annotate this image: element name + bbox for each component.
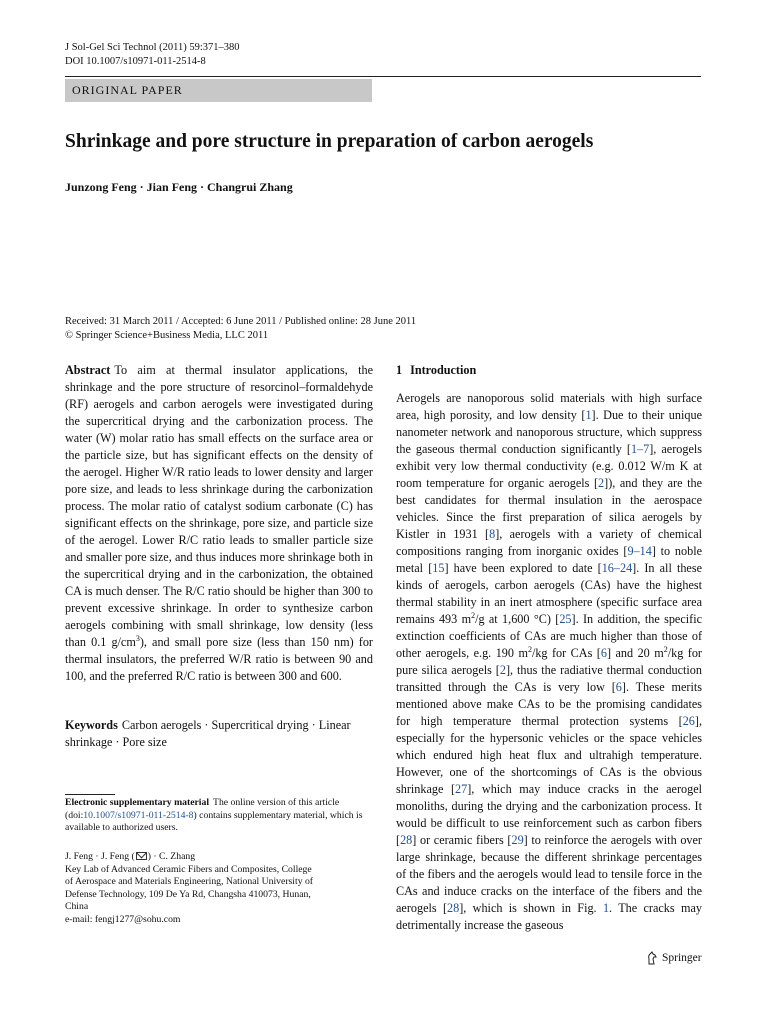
citation-link[interactable]: 1	[585, 408, 592, 422]
envelope-icon	[136, 852, 147, 860]
publisher-name: Springer	[662, 952, 702, 964]
keywords-label: Keywords	[65, 718, 118, 732]
citation-link[interactable]: 15	[432, 561, 445, 575]
intro-text: ], aerogels with a variety of chemical compositions ranging from inorganic oxides [	[396, 527, 702, 558]
affiliation-authors	[65, 851, 373, 864]
history-dates: Received: 31 March 2011 / Accepted: 6 June 2011 / Published online: 28 June 2011	[65, 316, 417, 327]
esm-text-1: The online version of this article (doi:	[65, 797, 340, 821]
abstract-text-1: To aim at thermal insulator applications, the shrinkage and the pore structure of resorcinol–formaldehyde (RF) aerogels and carbon aerogels were investigated during the supercritical drying and the carbonization process. The water (W) molar ratio has small effects on the surface area or the particle size, but has significant effects on the density of the aerogel. Higher W/R ratio leads to lower density and larger pore size, and leads to less shrinkage during the carbonization process. The molar ratio of catalyst sodium carbonate (C) has significant effects on the shrinkage, pore size, and particle size of the aerogel. Lower R/C ratio leads to smaller particle size and smaller pore size, and thus induces more shrinkage both in the supercritical drying and in the carbonization, the obtained CA is much denser. The R/C ratio should be higher than 300 to prevent excessive shrinkage. In order to synthesize carbon aerogels combining with small shrinkage, low density (less than 0.1 g/cm	[65, 363, 373, 649]
citation-link[interactable]: 29	[511, 833, 524, 847]
abstract-text-2: ), and small pore size (less than 150 nm) for thermal insulators, the preferred W/R ratio is between 90 and 100, and the preferred R/C ratio is between 300 and 600.	[65, 635, 373, 683]
affiliation-line-4: China	[65, 901, 89, 912]
introduction-paragraph	[396, 390, 702, 934]
abstract-superscript: 3	[135, 633, 140, 643]
section-heading-introduction	[396, 363, 702, 378]
intro-text: /kg for CAs [	[531, 646, 601, 660]
citation-link[interactable]: 25	[559, 612, 572, 626]
affiliation-authors-post: ) · C. Zhang	[147, 851, 196, 862]
intro-text: ] and 20 m	[606, 646, 664, 660]
affiliation-line-3: Defense Technology, 109 De Ya Rd, Changsha 410073, Hunan,	[65, 888, 311, 900]
intro-superscript: 2	[471, 610, 476, 620]
intro-text: . The cracks may detrimentally increase the gaseous	[396, 901, 702, 932]
citation-link[interactable]: 6	[600, 646, 607, 660]
springer-horse-icon	[646, 951, 658, 965]
supplementary-note	[65, 797, 373, 835]
intro-text: ]), and they are the best candidates for thermal insulation in the aerospace vehicles. Since the first preparation of silica aerogels by Kistler in 1931 [	[396, 476, 702, 541]
intro-text: ], especially for the hypersonic vehicles or the space vehicles which endured high heat flux and ultrahigh temperature. However, one of the shortcomings of CAs is the obvious shrinkage [	[396, 714, 702, 796]
intro-text: ], which may induce cracks in the aerogel monoliths, during the drying and the carbonization process. It would be difficult to use reinforcement such as carbon fibers [	[396, 782, 702, 847]
author-affiliation	[65, 851, 373, 926]
citation-link[interactable]: 2	[598, 476, 605, 490]
citation-link[interactable]: 2	[499, 663, 506, 677]
citation-link[interactable]: 1–7	[630, 442, 650, 456]
paper-title: Shrinkage and pore structure in preparation of carbon aerogels	[65, 131, 594, 152]
citation-link[interactable]: 9–14	[627, 544, 652, 558]
article-type-label: ORIGINAL PAPER	[72, 83, 183, 97]
intro-text: ], thus the radiative thermal conduction transitted through the CAs is very low [	[396, 663, 702, 694]
article-history	[65, 315, 416, 343]
journal-reference: J Sol-Gel Sci Technol (2011) 59:371–380	[65, 42, 240, 53]
author-email: e-mail: fengj1277@sohu.com	[65, 913, 181, 925]
affiliation-line-1: Key Lab of Advanced Ceramic Fibers and Composites, College	[65, 863, 312, 875]
keywords-paragraph	[65, 717, 373, 751]
citation-link[interactable]: 27	[455, 782, 468, 796]
intro-superscript: 2	[663, 644, 668, 654]
section-number: 1	[396, 363, 403, 377]
intro-text: ], aerogels exhibit very low thermal conductivity (e.g. 0.012 W/m K at room temperature for organic aerogels [	[396, 442, 702, 490]
citation-link[interactable]: 6	[615, 680, 622, 694]
publisher-mark	[646, 951, 702, 965]
intro-text: /g at 1,600 °C) [	[475, 612, 560, 626]
intro-superscript: 2	[527, 644, 532, 654]
citation-link[interactable]: 8	[489, 527, 496, 541]
intro-text: ]. These merits mentioned above make CAs to be the promising candidates for high temperature thermal protection systems [	[396, 680, 703, 728]
citation-link[interactable]: 28	[447, 901, 460, 915]
article-type-bar	[65, 79, 372, 102]
affiliation-authors-pre: J. Feng · J. Feng (	[65, 851, 135, 862]
intro-text: ]. In all these kinds of aerogels, carbon aerogels (CAs) have the highest thermal stability in an inert atmosphere (specific surface area remains 493 m	[396, 561, 702, 626]
intro-text: ] have been explored to date [	[444, 561, 602, 575]
citation-link[interactable]: 26	[682, 714, 695, 728]
copyright-line: © Springer Science+Business Media, LLC 2011	[65, 330, 269, 341]
abstract-paragraph	[65, 362, 373, 685]
citation-link[interactable]: 28	[400, 833, 413, 847]
intro-text: Aerogels are nanoporous solid materials with high surface area, high porosity, and low density [	[396, 391, 702, 422]
header-rule	[65, 76, 701, 77]
footnote-rule	[65, 794, 115, 795]
author-list: Junzong Feng · Jian Feng · Changrui Zhang	[65, 180, 293, 194]
affiliation-line-2: of Aerospace and Materials Engineering, National University of	[65, 876, 314, 887]
intro-text: ], which is shown in Fig.	[459, 901, 603, 915]
citation-link[interactable]: 16–24	[601, 561, 633, 575]
figure-link[interactable]: 1	[602, 901, 610, 915]
intro-text: ]. In addition, the specific extinction coefficients of CAs are much higher than those of other aerogels, e.g. 190 m	[396, 612, 702, 660]
intro-text: ] or ceramic fibers [	[412, 833, 512, 847]
esm-label: Electronic supplementary material	[65, 797, 210, 808]
keywords-text: Carbon aerogels · Supercritical drying · Linear shrinkage · Pore size	[65, 718, 351, 749]
intro-text: /kg for pure silica aerogels [	[396, 646, 702, 677]
intro-text: ] to reinforce the aerogels with over large shrinkage, because the different shrinkage percentages of the fibers and the aerogels would lead to tensile force in the CAs and induce cracks on the interface of the fibers and the aerogels [	[396, 833, 702, 915]
intro-text: ] to noble metal [	[396, 544, 702, 575]
esm-doi-link[interactable]: 10.1007/s10971-011-2514-8	[83, 809, 194, 821]
abstract-label: Abstract	[65, 363, 111, 377]
esm-text-2: ) contains supplementary material, which is available to authorized users.	[65, 809, 363, 833]
section-title: Introduction	[410, 363, 477, 377]
intro-text: ]. Due to their unique nanometer network and nanoporous structure, which suppress the gaseous thermal conduction significantly [	[396, 408, 702, 456]
journal-doi: DOI 10.1007/s10971-011-2514-8	[65, 56, 206, 67]
